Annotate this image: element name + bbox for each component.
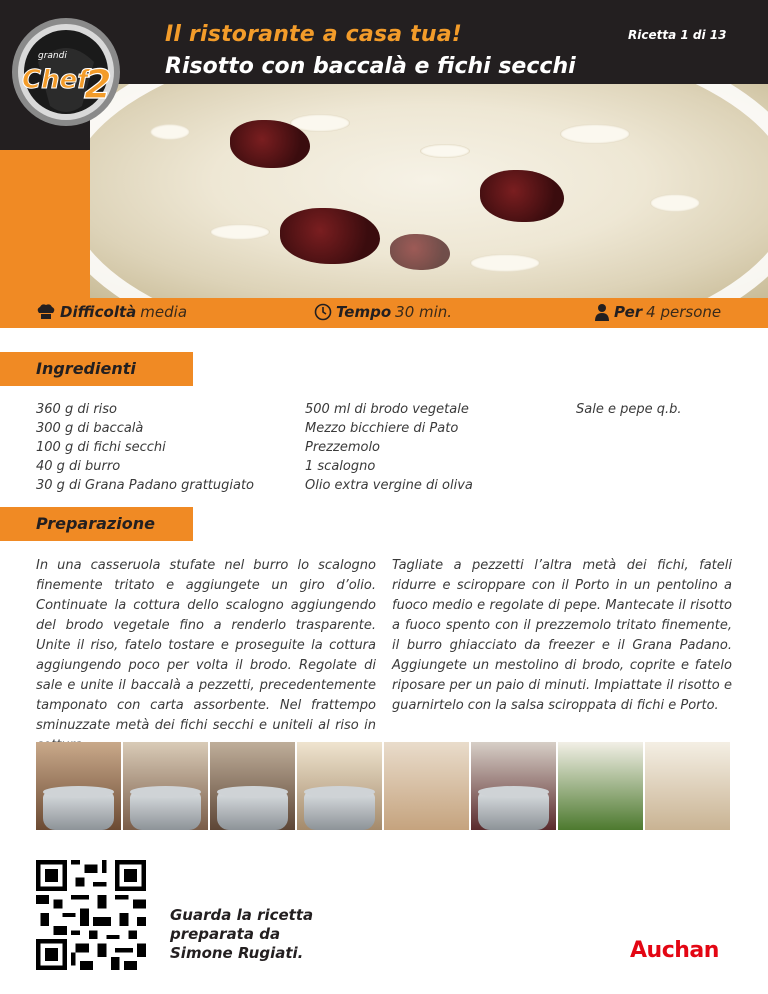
ingredients-heading [0, 352, 193, 386]
hero-risotto-photo [90, 84, 768, 298]
ingredient-item: 30 g di Grana Padano grattugiato [36, 478, 255, 493]
step-photo-4 [297, 742, 382, 830]
ingredient-item: 360 g di riso [36, 402, 118, 417]
grandi-chef-logo [8, 14, 124, 130]
preparation-heading [0, 507, 193, 541]
svg-text:Chef: Chef [22, 65, 89, 95]
recipe-count: Ricetta 1 di 13 [628, 28, 727, 42]
chef-hat-icon [36, 303, 56, 321]
ingredient-item: Prezzemolo [305, 440, 381, 455]
watch-line-2: preparata da [170, 925, 281, 943]
step-photo-7 [558, 742, 643, 830]
ingredients-column-3 [576, 400, 682, 419]
time-value: 30 min. [395, 303, 453, 321]
servings-info [594, 303, 721, 321]
watch-line-1: Guarda la ricetta [170, 906, 314, 924]
ingredient-item: 100 g di fichi secchi [36, 440, 166, 455]
svg-text:2: 2 [84, 62, 112, 108]
recipe-title: Risotto con baccalà e fichi secchi [165, 54, 576, 79]
step-photo-8 [645, 742, 730, 830]
time-label: Tempo [336, 303, 392, 321]
ingredient-item: Mezzo bicchiere di Pato [305, 421, 459, 436]
ingredient-item: Olio extra vergine di oliva [305, 478, 473, 493]
watch-recipe-text [170, 906, 313, 963]
watch-line-3: Simone Rugiati. [170, 944, 304, 962]
ingredient-item: Sale e pepe q.b. [576, 402, 682, 417]
ingredient-item: 40 g di burro [36, 459, 121, 474]
preparation-paragraph-2: Tagliate a pezzetti l’altra metà dei fichi, fateli ridurre e sciroppare con il Porto in un pentolino a fuoco medio e regolate di pepe. Mantecate il risotto a fuoco spento con il prezzemolo tritato finemente, il burro ghiacciato da freezer e il Grana Padano. Aggiungete un mestolino di brodo, coprite e fatelo riposare per un paio di minuti. Impiattate il risotto e guarnirtelo con la salsa sciroppata di fichi e Porto. [392, 558, 732, 713]
svg-text:grandi: grandi [38, 51, 67, 61]
step-photos-strip [36, 742, 730, 830]
clock-icon [314, 303, 332, 321]
ingredient-item: 1 scalogno [305, 459, 376, 474]
ingredient-item: 500 ml di brodo vegetale [305, 402, 469, 417]
difficulty-info [36, 303, 187, 321]
difficulty-label: Difficoltà [60, 303, 137, 321]
qr-code[interactable] [36, 860, 146, 970]
step-photo-1 [36, 742, 121, 830]
ingredient-item: 300 g di baccalà [36, 421, 144, 436]
ingredients-column-1 [36, 400, 254, 495]
preparation-paragraph-1: In una casseruola stufate nel burro lo scalogno finemente tritato e aggiungete un giro d’olio. Continuate la cottura dello scalogno aggiungendo del brodo vegetale fino a renderlo trasparente. Unite il riso, fatelo tostare e proseguite la cottura aggiungendo poco per volta il brodo. Regolate di sale e unite il baccalà a pezzetti, precedentemente tamponato con carta assorbente. Nel frattempo sminuzzate metà dei fichi secchi e uniteli al riso in [36, 558, 376, 733]
ingredients-heading-text: Ingredienti [36, 359, 136, 378]
person-icon [594, 303, 610, 321]
difficulty-value: media [140, 303, 188, 321]
servings-label: Per [614, 303, 643, 321]
step-photo-5 [384, 742, 469, 830]
servings-value: 4 persone [646, 303, 722, 321]
ingredients-column-2 [305, 400, 473, 495]
preparation-heading-text: Preparazione [36, 514, 155, 533]
step-photo-2 [123, 742, 208, 830]
time-info [314, 303, 452, 321]
tagline: Il ristorante a casa tua! [165, 22, 463, 47]
step-photo-3 [210, 742, 295, 830]
step-photo-6 [471, 742, 556, 830]
auchan-logo: Auchan [630, 938, 719, 963]
